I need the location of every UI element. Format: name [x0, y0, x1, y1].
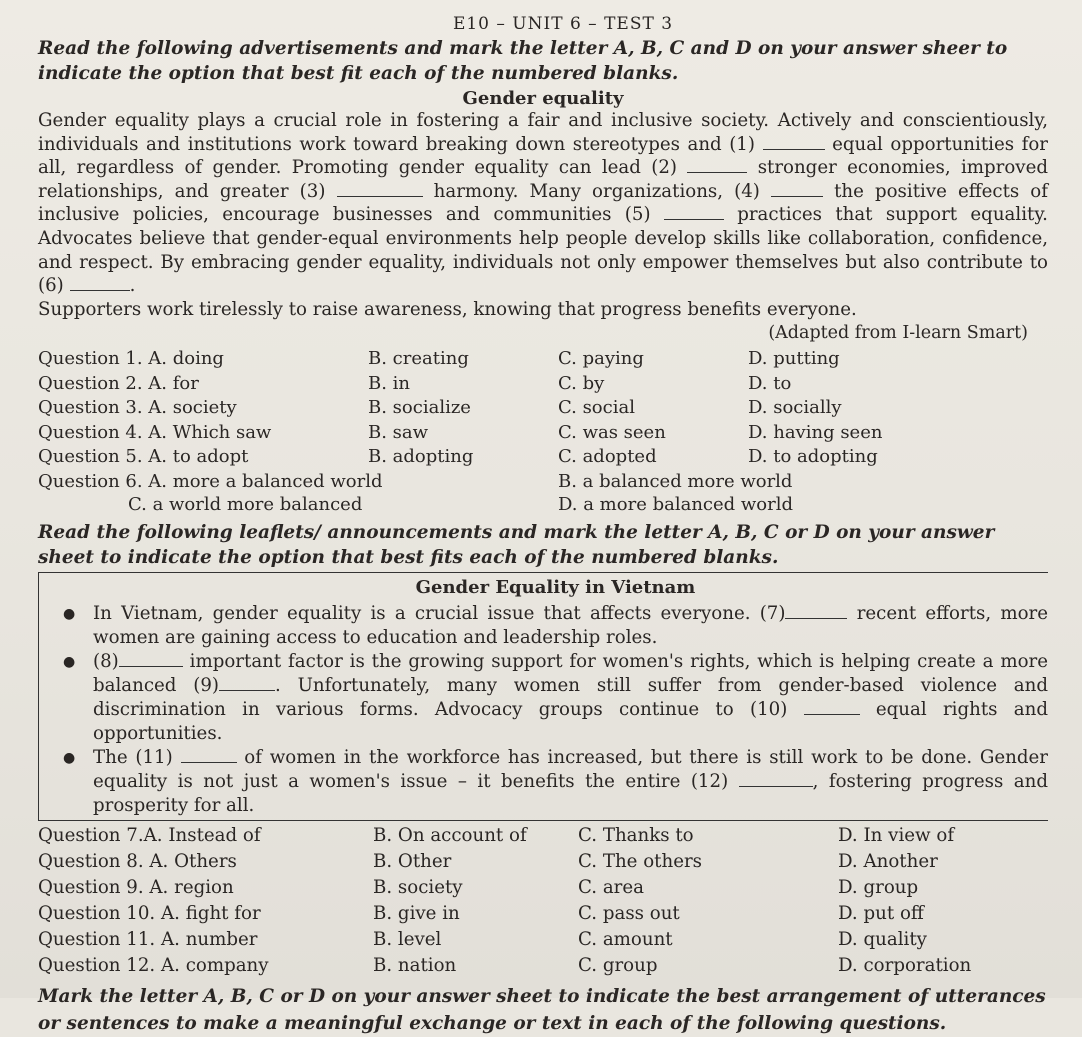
passage-gender-equality	[38, 109, 1048, 321]
option-d[interactable]: D. putting	[748, 348, 840, 370]
leaflet-box	[38, 572, 1048, 821]
option-d[interactable]: D. a more balanced world	[558, 493, 794, 515]
option-a[interactable]: Question 11. A. number	[38, 928, 258, 950]
option-a[interactable]: Question 10. A. fight for	[38, 902, 261, 924]
option-d[interactable]: D. to adopting	[748, 446, 878, 468]
question-row	[38, 347, 1048, 372]
option-b[interactable]: B. a balanced more world	[558, 470, 793, 492]
option-a[interactable]: Question 8. A. Others	[38, 850, 237, 872]
option-b[interactable]: B. nation	[373, 954, 457, 976]
questions-7-12	[38, 823, 1048, 979]
blank-7	[785, 604, 847, 619]
option-d[interactable]: D. having seen	[748, 421, 883, 443]
blank-3	[337, 182, 423, 197]
option-c[interactable]: C. Thanks to	[578, 824, 694, 846]
option-b[interactable]: B. socialize	[368, 397, 471, 419]
blank-4	[771, 182, 823, 197]
blank-12	[739, 772, 813, 787]
option-b[interactable]: B. society	[373, 876, 463, 898]
blank-9	[219, 676, 275, 691]
option-d[interactable]: D. quality	[838, 928, 927, 950]
question-row	[38, 927, 1048, 953]
leaflet-title: Gender Equality in Vietnam	[415, 576, 696, 598]
option-b[interactable]: B. adopting	[368, 446, 474, 468]
option-a[interactable]: Question 9. A. region	[38, 876, 234, 898]
option-c[interactable]: C. a world more balanced	[128, 493, 363, 515]
question-row	[38, 901, 1048, 927]
option-d[interactable]: D. In view of	[838, 824, 955, 846]
option-b[interactable]: B. level	[373, 928, 442, 950]
instruction-arrangement: Mark the letter A, B, C or D on your answer sheet to indicate the best arrangement of utterances or sentences to make a meaningful exchange or text in each of the following questions.	[38, 985, 1046, 1034]
test-header: E10 – UNIT 6 – TEST 3	[452, 14, 674, 34]
bullet-icon: ●	[63, 653, 76, 670]
instruction-advertisements: Read the following advertisements and mark the letter A, B, C and D on your answer sheer to indicate the option that best fit each of the numbered blanks.	[38, 38, 1008, 84]
option-b[interactable]: B. in	[368, 372, 411, 394]
passage-paragraph-2: Supporters work tirelessly to raise awareness, knowing that progress benefits everyone.	[38, 298, 857, 320]
option-d[interactable]: D. to	[748, 372, 792, 394]
passage-title: Gender equality	[462, 88, 624, 109]
blank-10	[804, 700, 860, 715]
option-c[interactable]: C. adopted	[558, 446, 657, 468]
option-c[interactable]: C. social	[558, 397, 635, 419]
option-c[interactable]: C. paying	[558, 348, 644, 370]
bullet-icon: ●	[63, 605, 76, 622]
option-c[interactable]: C. area	[578, 876, 644, 898]
option-a[interactable]: Question 6. A. more a balanced world	[38, 470, 383, 492]
option-a[interactable]: Question 4. A. Which saw	[38, 421, 272, 443]
option-d[interactable]: D. Another	[838, 850, 938, 872]
option-d[interactable]: D. group	[838, 876, 919, 898]
option-c[interactable]: C. The others	[578, 850, 702, 872]
option-c[interactable]: C. pass out	[578, 902, 680, 924]
leaflet-bullet-1: ● In Vietnam, gender equality is a crucial issue that affects everyone. (7) recent efforts, more women are gaining access to education and leadership roles.	[63, 602, 1048, 648]
option-c[interactable]: C. amount	[578, 928, 673, 950]
option-a[interactable]: Question 7.A. Instead of	[38, 824, 261, 846]
option-b[interactable]: B. give in	[373, 902, 460, 924]
option-a[interactable]: Question 5. A. to adopt	[38, 446, 249, 468]
blank-6	[70, 276, 130, 291]
question-row	[38, 421, 1048, 446]
leaflet-bullet-2: ● (8) important factor is the growing support for women's rights, which is helping create a more balanced (9) . Unfortunately, many women still suffer from gender-based violence and discrimination in various forms. Advocacy groups continue to (10) equal rights and opportunities.	[63, 650, 1048, 744]
option-c[interactable]: C. by	[558, 372, 605, 394]
blank-2	[687, 158, 747, 173]
option-d[interactable]: D. corporation	[838, 954, 972, 976]
option-d[interactable]: D. socially	[748, 397, 842, 419]
question-row	[38, 875, 1048, 901]
option-a[interactable]: Question 1. A. doing	[38, 348, 224, 370]
blank-8	[119, 652, 183, 667]
question-row	[38, 823, 1048, 849]
option-a[interactable]: Question 12. A. company	[38, 954, 269, 976]
question-row	[38, 953, 1048, 979]
leaflet-bullet-3: ● The (11) of women in the workforce has increased, but there is still work to be done. Gender equality is not just a women's issue – it benefits the entire (12) , fostering progress and prosperity for all.	[63, 746, 1048, 816]
option-b[interactable]: B. creating	[368, 348, 469, 370]
option-c[interactable]: C. was seen	[558, 421, 666, 443]
question-6-row-2	[38, 493, 1048, 516]
option-b[interactable]: B. saw	[368, 421, 429, 443]
question-row	[38, 445, 1048, 470]
question-row	[38, 396, 1048, 421]
option-b[interactable]: B. On account of	[373, 824, 527, 846]
option-b[interactable]: B. Other	[373, 850, 452, 872]
instruction-leaflets: Read the following leaflets/ announcements and mark the letter A, B, C or D on your answer sheet to indicate the option that best fits each of the numbered blanks.	[38, 521, 995, 568]
question-6-row-1	[38, 470, 1048, 493]
blank-5	[664, 205, 724, 220]
bullet-icon: ●	[63, 749, 76, 766]
passage-source: (Adapted from I-learn Smart)	[768, 323, 1028, 344]
question-row	[38, 372, 1048, 397]
option-c[interactable]: C. group	[578, 954, 658, 976]
option-a[interactable]: Question 2. A. for	[38, 372, 199, 394]
passage-paragraph-1: Gender equality plays a crucial role in fostering a fair and inclusive society. Actively and conscientiously, individuals and institutions work toward breaking down stereotypes and (1) equal opportunities for all, regardless of gender. Promoting gender equality can lead (2) stronger economies, improved relationships, and greater (3) harmony. Many organizations, (4) the positive effects of inclusive policies, encourage businesses and communities (5) practices that support equality. Advocates believe that gender-equal environments help people develop skills like collaboration, confidence, and respect. By embracing gender equality, individuals not only empower themselves but also contribute to (6) .	[38, 110, 1048, 297]
blank-1	[763, 135, 825, 150]
questions-1-5	[38, 347, 1048, 516]
blank-11	[181, 748, 237, 763]
option-d[interactable]: D. put off	[838, 902, 924, 924]
option-a[interactable]: Question 3. A. society	[38, 397, 237, 419]
question-row	[38, 849, 1048, 875]
